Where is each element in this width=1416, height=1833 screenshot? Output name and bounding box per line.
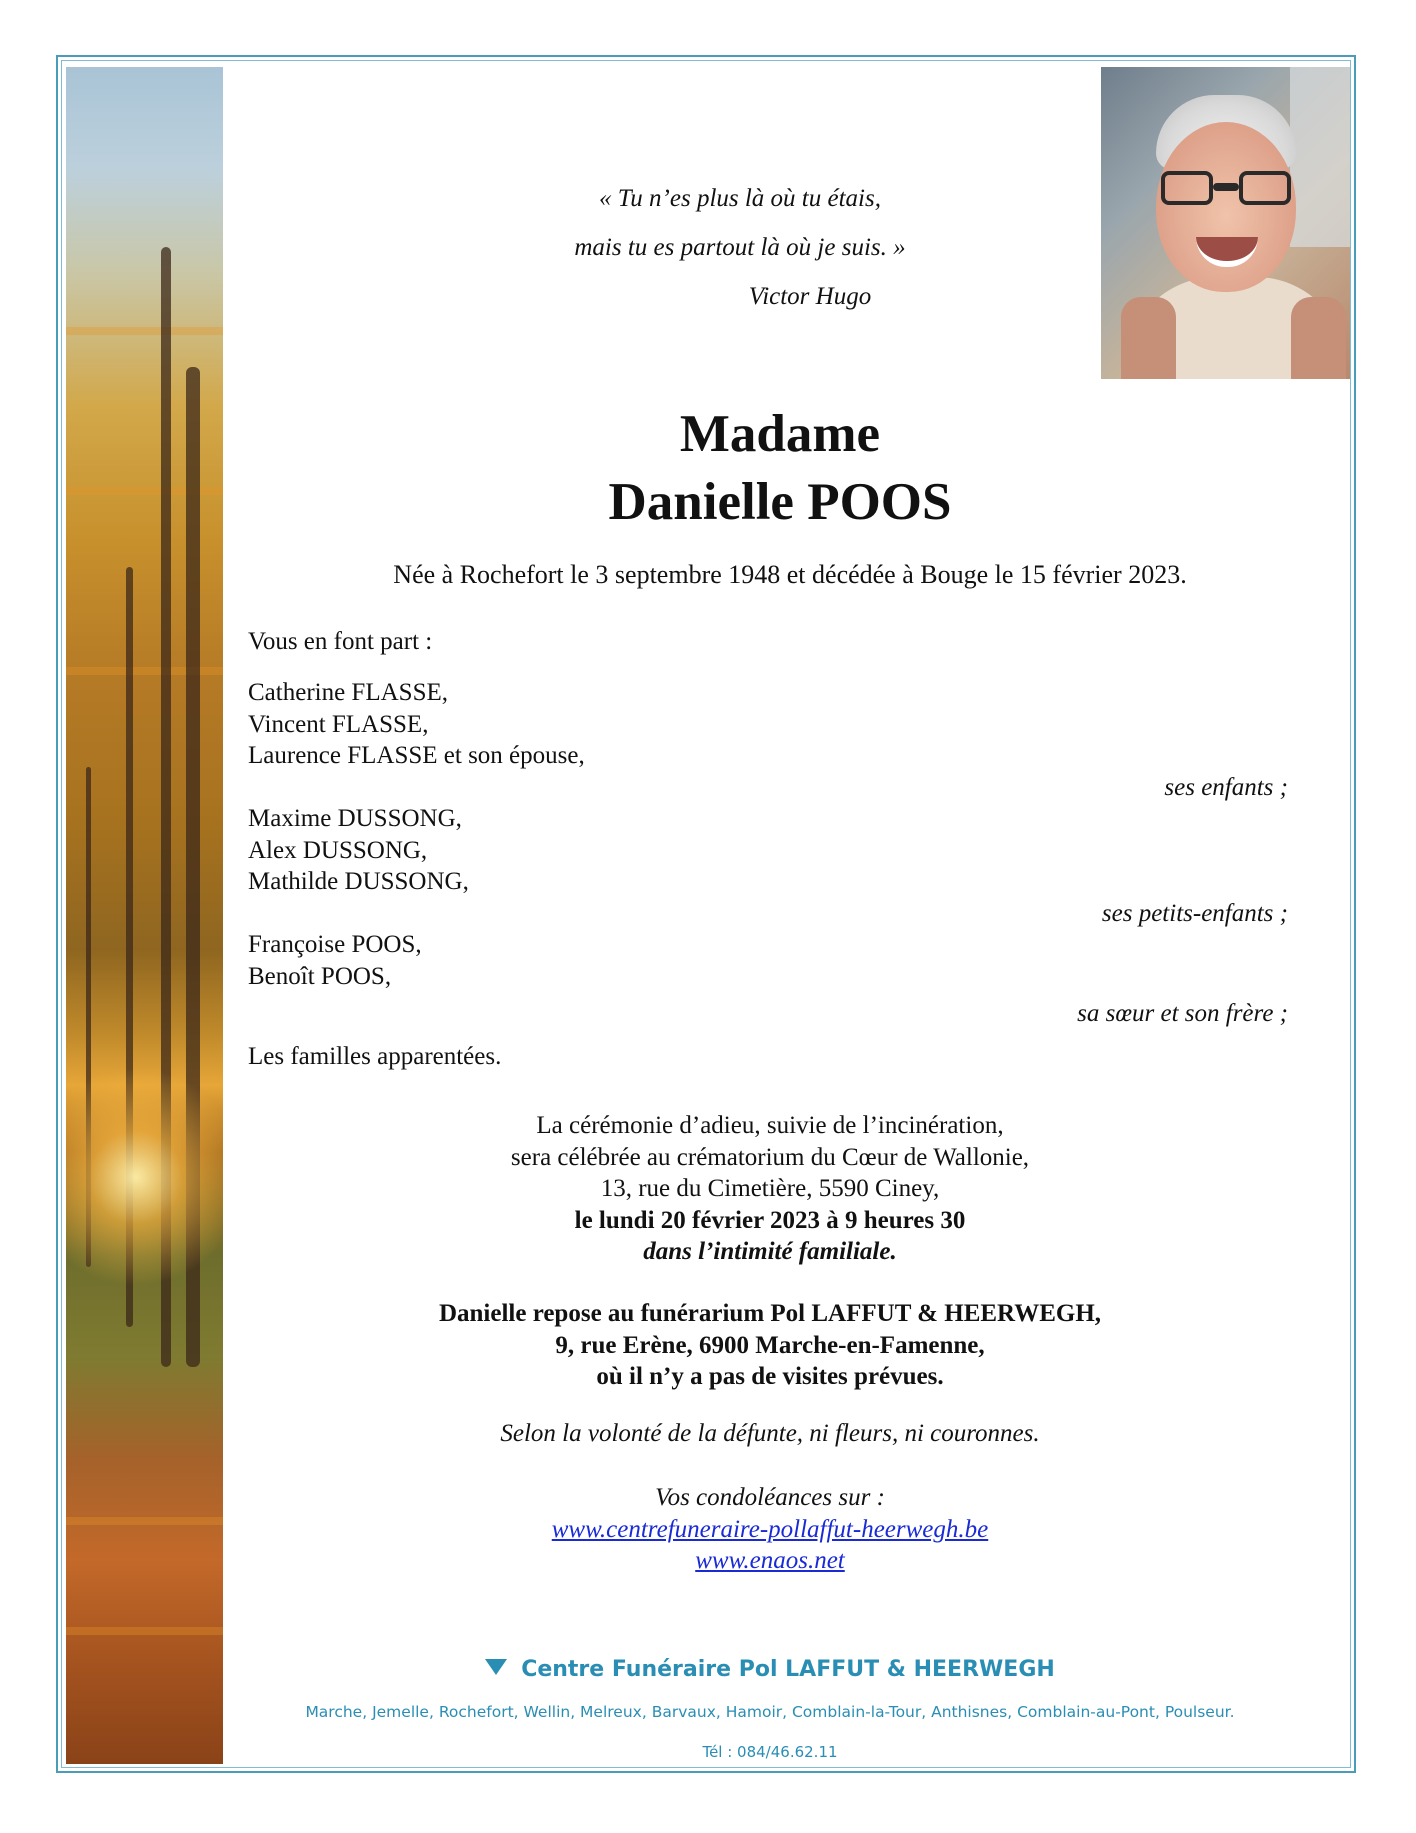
deceased-title	[340, 400, 1220, 536]
family-member: Alex DUSSONG,	[248, 836, 428, 864]
ceremony-line-1: La cérémonie d’adieu, suivie de l’incinération,	[536, 1112, 1004, 1139]
family-member: Françoise POOS,	[248, 931, 422, 958]
ceremony-address: 13, rue du Cimetière, 5590 Ciney,	[600, 1175, 940, 1202]
condolences-link-enaos[interactable]: www.enaos.net	[695, 1547, 845, 1574]
siblings-group	[248, 929, 1288, 1030]
footer-company-name: Centre Funéraire Pol LAFFUT & HEERWEGH	[521, 1657, 1055, 1682]
epigraph-quote	[520, 174, 960, 321]
family-member: Benoît POOS,	[248, 962, 392, 990]
family-member: Mathilde DUSSONG,	[248, 868, 469, 895]
family-member: Vincent FLASSE,	[248, 710, 429, 738]
portrait-photo	[1101, 67, 1350, 379]
ceremony-privacy: dans l’intimité familiale.	[643, 1238, 897, 1265]
ceremony-datetime: le lundi 20 février 2023 à 9 heures 30	[574, 1206, 966, 1234]
quote-author: Victor Hugo	[748, 283, 872, 310]
triangle-down-icon	[485, 1659, 507, 1675]
honorific: Madame	[679, 405, 881, 463]
rest-line-1: Danielle repose au funérarium Pol LAFFUT & HEERWEGH,	[438, 1300, 1102, 1327]
family-member: Maxime DUSSONG,	[248, 805, 462, 832]
family-list	[248, 677, 1288, 1030]
relation-label: ses petits-enfants ;	[1101, 899, 1288, 927]
family-member: Catherine FLASSE,	[248, 679, 448, 706]
funeral-home-details	[300, 1298, 1240, 1393]
birth-death-line: Née à Rochefort le 3 septembre 1948 et décédée à Bouge le 15 février 2023.	[393, 560, 1187, 589]
relation-label: ses enfants ;	[1164, 773, 1288, 801]
quote-line-1: « Tu n’es plus là où tu étais,	[599, 185, 881, 212]
children-group	[248, 677, 1288, 803]
deceased-name: Danielle POOS	[608, 473, 952, 531]
family-member: Laurence FLASSE et son épouse,	[248, 742, 585, 769]
condolences-link-funeral-center[interactable]: www.centrefuneraire-pollaffut-heerwegh.be	[551, 1515, 989, 1543]
autumn-forest-image	[66, 67, 223, 1764]
rest-line-3: où il n’y a pas de visites prévues.	[596, 1363, 944, 1390]
footer-phone: Tél : 084/46.62.11	[702, 1743, 838, 1761]
quote-line-2: mais tu es partout là où je suis. »	[574, 234, 906, 261]
condolences-label: Vos condoléances sur :	[655, 1484, 885, 1511]
condolences-section	[300, 1482, 1240, 1577]
ceremony-line-2: sera célébrée au crématorium du Cœur de Wallonie,	[510, 1143, 1030, 1171]
grandchildren-group	[248, 803, 1288, 929]
ceremony-details	[300, 1110, 1240, 1268]
rest-line-2: 9, rue Erène, 6900 Marche-en-Famenne,	[555, 1331, 985, 1359]
flowers-wish: Selon la volonté de la défunte, ni fleurs, ni couronnes.	[500, 1420, 1040, 1447]
footer-company	[300, 1657, 1240, 1682]
footer-towns: Marche, Jemelle, Rochefort, Wellin, Melreux, Barvaux, Hamoir, Comblain-la-Tour, Anthisnes, Comblain-au-Pont, Poulseur.	[305, 1703, 1235, 1721]
announcement-intro: Vous en font part :	[248, 628, 433, 655]
relation-label: sa sœur et son frère ;	[1077, 1000, 1288, 1027]
extended-families: Les familles apparentées.	[248, 1043, 502, 1070]
